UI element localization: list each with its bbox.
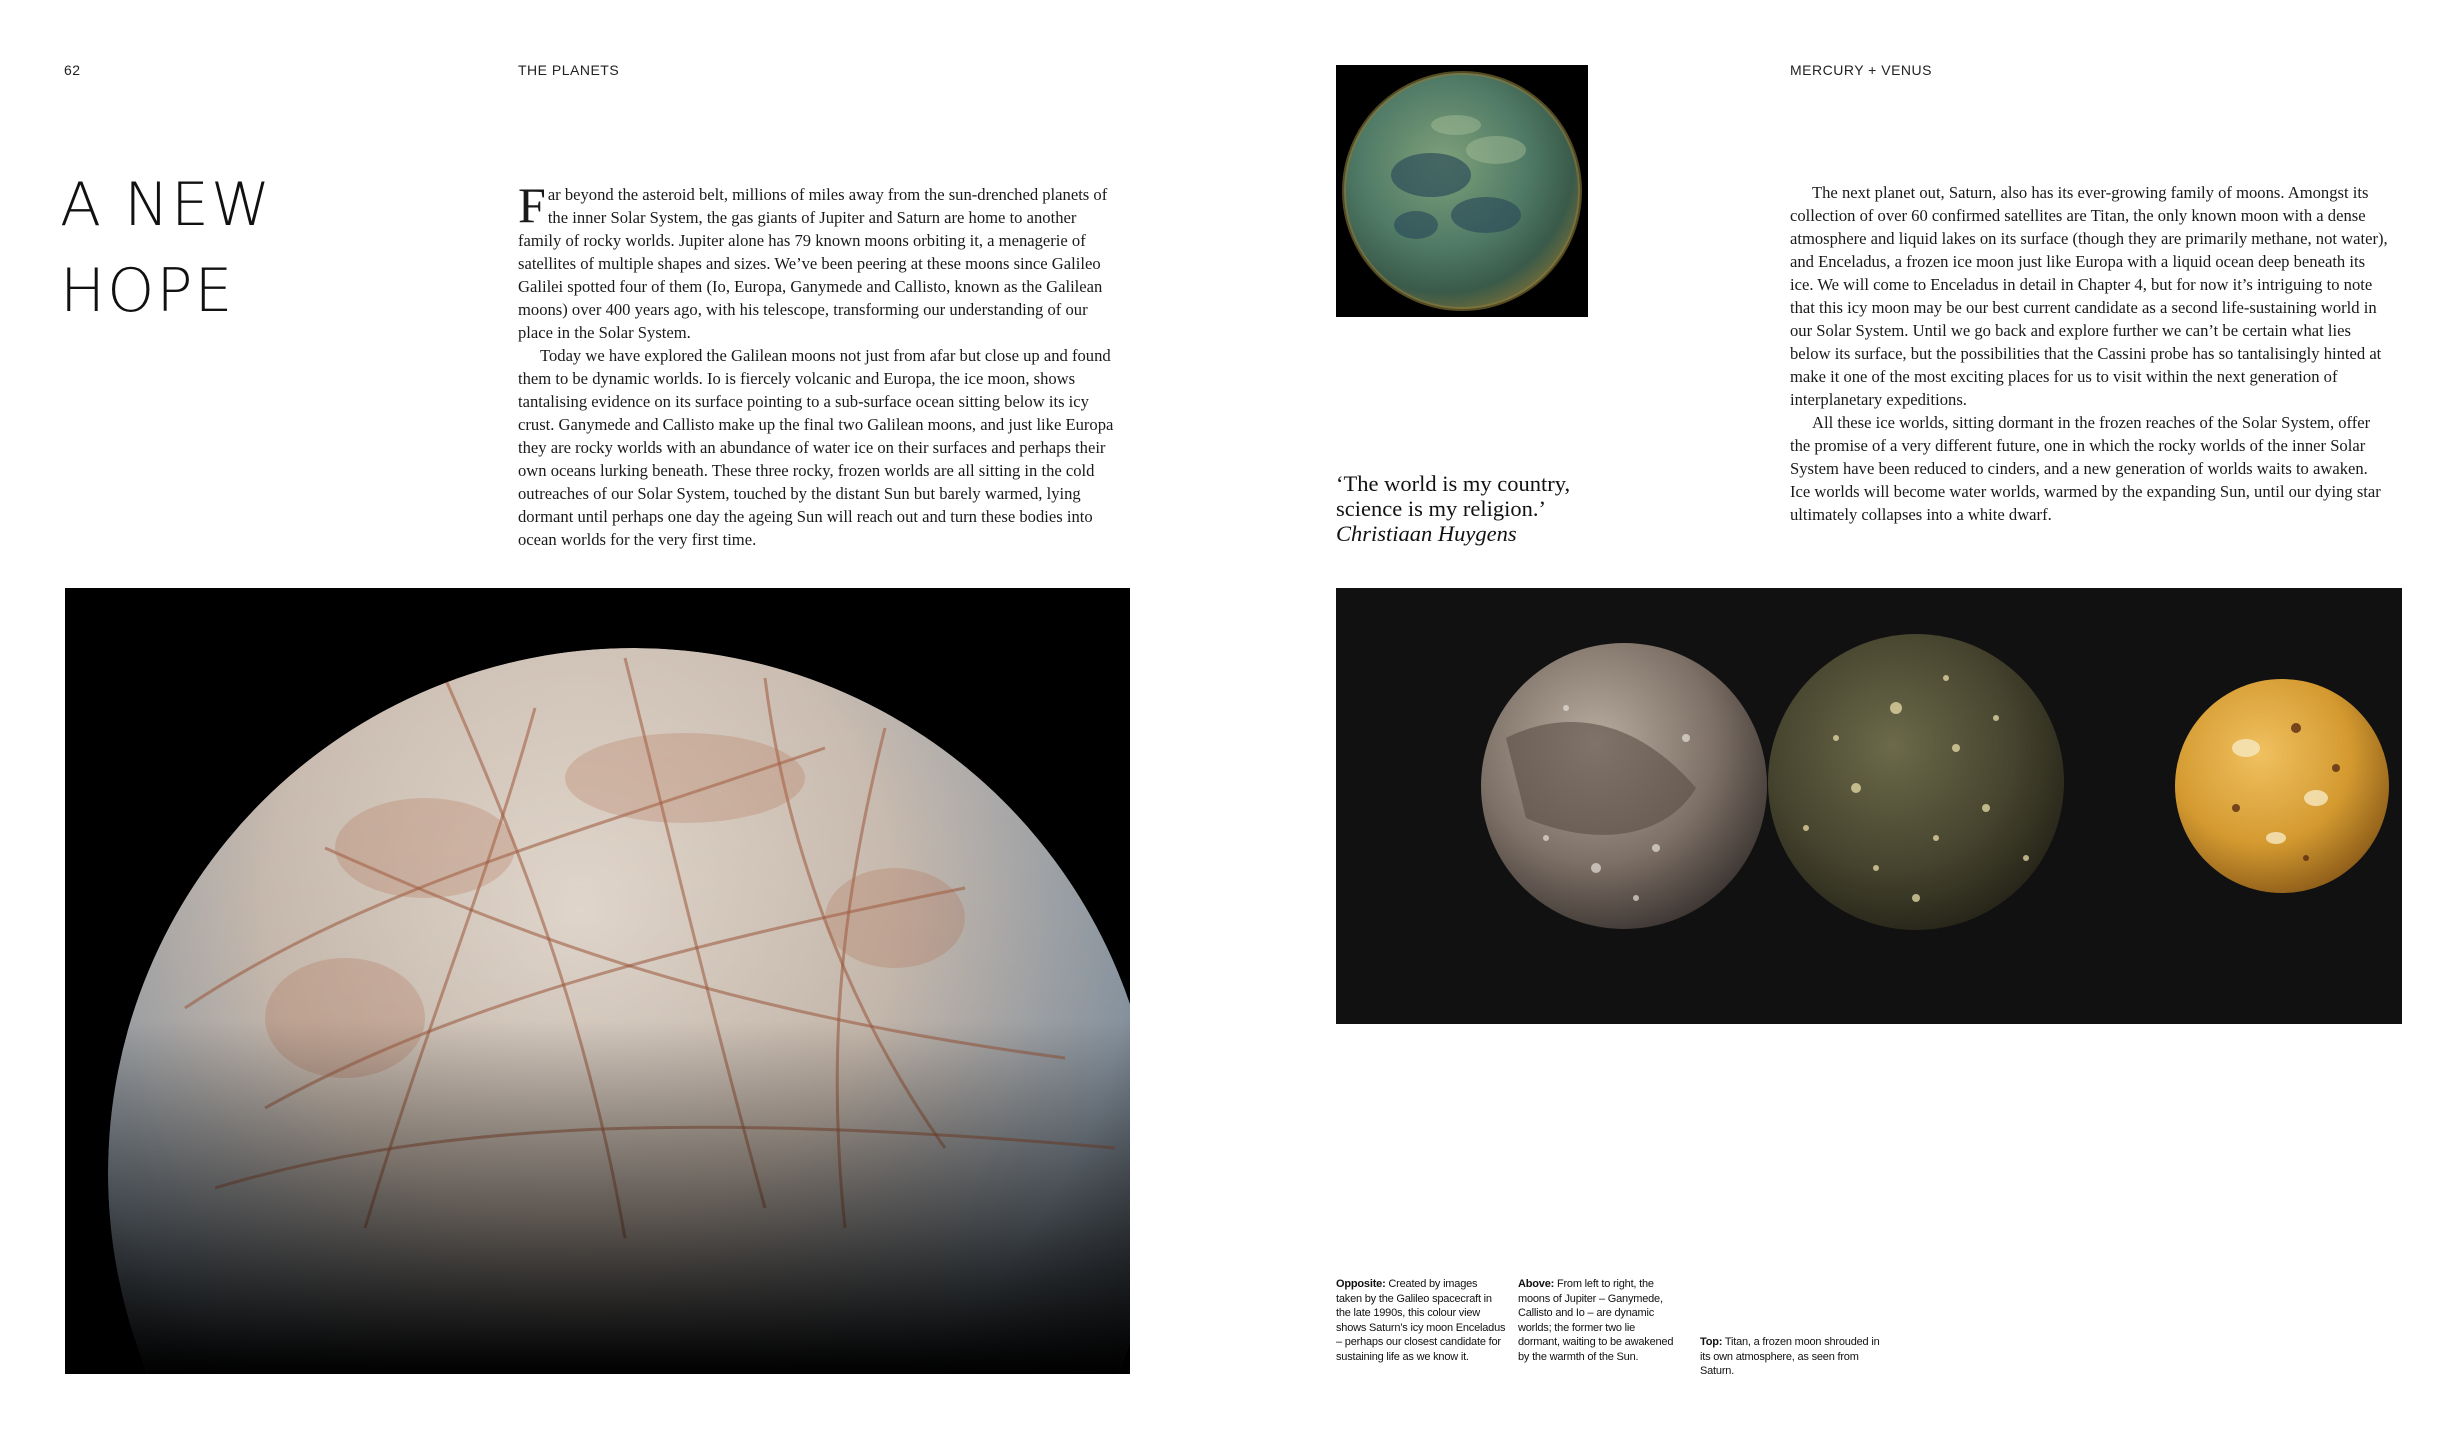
drop-cap: F [518, 177, 546, 233]
quote-line-2: science is my religion.’ [1336, 496, 1546, 521]
galilean-moons-photo [1336, 588, 2402, 1024]
titan-moon-icon [1336, 65, 1588, 317]
article-headline [60, 162, 272, 334]
titan-photo [1336, 65, 1588, 317]
caption-top [1700, 1335, 1885, 1379]
running-head-right: MERCURY + VENUS [1790, 62, 1932, 78]
headline-line-1: A NEW [60, 170, 273, 240]
headline-line-2: HOPE [60, 256, 235, 326]
left-paragraph-1-text: ar beyond the asteroid belt, millions of miles away from the sun-drenched planets of the inner Solar System, the gas giants of Jupiter and Saturn are home to another family of rocky worlds. Jupiter alone has 79 known moons orbiting it, a menagerie of satellites of multiple shapes and sizes. We’ve been peering at these moons since Galileo Galilei spotted four of them (Io, Europa, Ganymede and Callisto, known as the Galilean moons) over 400 years ago, with his telescope, transforming our understanding of our place in the Solar System. [518, 185, 1108, 342]
io-moon-icon [2175, 679, 2389, 893]
ganymede-moon-icon [1481, 643, 1767, 929]
caption-top-text: Titan, a frozen moon shrouded in its own atmosphere, as seen from Saturn. [1700, 1336, 1880, 1377]
page-number: 62 [64, 62, 81, 78]
right-paragraph-1: The next planet out, Saturn, also has its ever-growing family of moons. Amongst its collection of over 60 confirmed satellites are Titan, the only known moon with a dense atmosphere and liquid lakes on its surface (though they are primarily methane, not water), and Enceladus, a frozen ice moon just like Europa with a liquid ocean deep beneath its ice. We will come to Enceladus in detail in Chapter 4, but for now it’s intriguing to note that this icy moon may be our best current candidate as a second life-sustaining world in our Solar System. Until we go back and explore further we can’t be certain what lies below its surface, but the possibilities that the Cassini probe has so tantalisingly hinted at make it one of the most exciting places for us to visit within the next generation of interplanetary expeditions. [1790, 183, 2388, 409]
caption-above-text: From left to right, the moons of Jupiter – Ganymede, Callisto and Io – are dynamic worlds; the former two lie dormant, waiting to be awakened by the warmth of the Sun. [1518, 1278, 1674, 1363]
right-body-text [1790, 181, 2392, 526]
pull-quote [1336, 471, 1570, 546]
left-paragraph-2: Today we have explored the Galilean moons not just from afar but close up and found them to be dynamic worlds. Io is fiercely volcanic and Europa, the ice moon, shows tantalising evidence on its surface pointing to a sub-surface ocean sitting below its icy crust. Ganymede and Callisto make up the final two Galilean moons, and just like Europa they are rocky worlds with an abundance of water ice on their surfaces and perhaps their own oceans lurking beneath. These three rocky, frozen worlds are all sitting in the cold outreaches of our Solar System, touched by the distant Sun but barely warmed, lying dormant until perhaps one day the ageing Sun will reach out and turn these bodies into ocean worlds for the very first time. [518, 346, 1114, 549]
running-head-left: THE PLANETS [518, 62, 620, 78]
right-paragraph-2: All these ice worlds, sitting dormant in the frozen reaches of the Solar System, offer the promise of a very different future, one in which the rocky worlds of the inner Solar System have been reduced to cinders, and a new generation of worlds waits to awaken. Ice worlds will become water worlds, warmed by the expanding Sun, until our dying star ultimately collapses into a white dwarf. [1790, 413, 2381, 524]
caption-top-label: Top: [1700, 1336, 1723, 1348]
callisto-moon-icon [1768, 634, 2064, 930]
caption-above [1518, 1277, 1678, 1364]
quote-attribution: Christiaan Huygens [1336, 521, 1517, 546]
europa-photo [65, 588, 1130, 1374]
caption-opposite-label: Opposite: [1336, 1278, 1386, 1290]
caption-opposite-text: Created by images taken by the Galileo spacecraft in the late 1990s, this colour view shows Saturn’s icy moon Enceladus – perhaps our closest candidate for sustaining life as we know it. [1336, 1278, 1506, 1363]
left-paragraph-1 [518, 177, 1118, 344]
caption-opposite [1336, 1277, 1506, 1364]
quote-line-1: ‘The world is my country, [1336, 471, 1571, 496]
europa-moon-icon [65, 588, 1130, 1374]
left-body-text [518, 177, 1118, 551]
caption-above-label: Above: [1518, 1278, 1555, 1290]
